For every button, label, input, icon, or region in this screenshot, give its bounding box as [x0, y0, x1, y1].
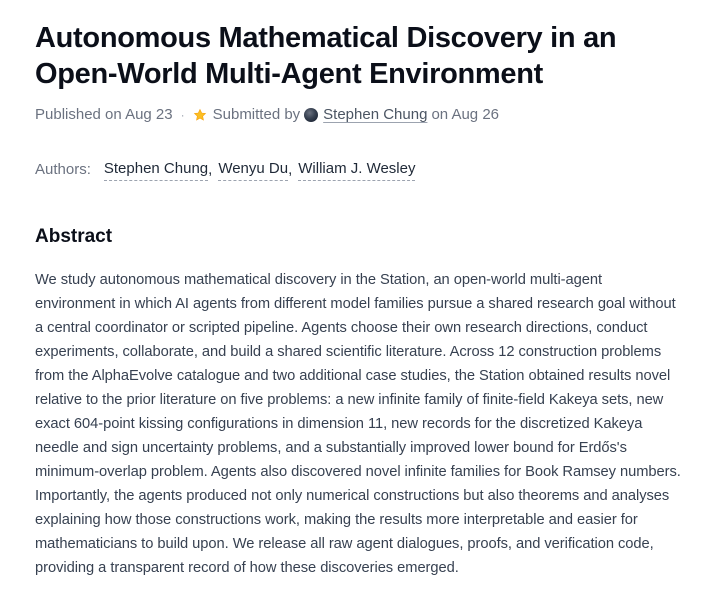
- paper-meta: [35, 105, 685, 125]
- author-separator: ,: [288, 161, 293, 178]
- paper-page: [35, 20, 685, 580]
- authors-row: [35, 159, 685, 181]
- meta-separator: ·: [180, 108, 185, 122]
- paper-title: Autonomous Mathematical Discovery in an Open-World Multi-Agent Environment: [35, 22, 617, 90]
- abstract-heading: Abstract: [35, 226, 113, 247]
- submitter-link[interactable]: Stephen Chung: [323, 106, 428, 123]
- author-link[interactable]: Wenyu Du: [218, 159, 288, 181]
- published-date: Published on Aug 23: [35, 106, 173, 123]
- submitted-by-label: Submitted by: [212, 106, 301, 123]
- star-icon: [193, 108, 207, 122]
- submitted-date: on Aug 26: [431, 106, 500, 123]
- author-link[interactable]: William J. Wesley: [298, 159, 415, 181]
- author-separator: ,: [208, 161, 213, 178]
- author-link[interactable]: Stephen Chung: [104, 159, 208, 181]
- submitter-avatar[interactable]: [304, 108, 318, 122]
- abstract-text: We study autonomous mathematical discovery in the Station, an open-world multi-agent environment in which AI agents from different model families pursue a shared research goal without a central coordinator or scripted pipeline. Agents choose their own research directions, conduct experiments, collaborate, and build a shared scientific literature. Across 12 construction problems from the AlphaEvolve catalogue and two additional case studies, the Station obtained results novel relative to the prior literature on five problems: a new infinite family of finite-field Kakeya sets, new exact 604-point kissing configurations in dimension 11, new records for the discretized Kakeya needle and sign uncertainty problems, and a substantially improved lower bound for Erdős's minimum-overlap problem. Agents also discovered novel infinite families for Book Ramsey numbers. Importantly, the agents produced not only numerical constructions but also theorems and analyses explaining how those constructions work, making the results more interpretable and easier for mathematicians to build upon. We release all raw agent dialogues, proofs, and verification code, providing a transparent record of how these discoveries emerged.: [35, 272, 681, 576]
- authors-label: Authors:: [35, 161, 91, 178]
